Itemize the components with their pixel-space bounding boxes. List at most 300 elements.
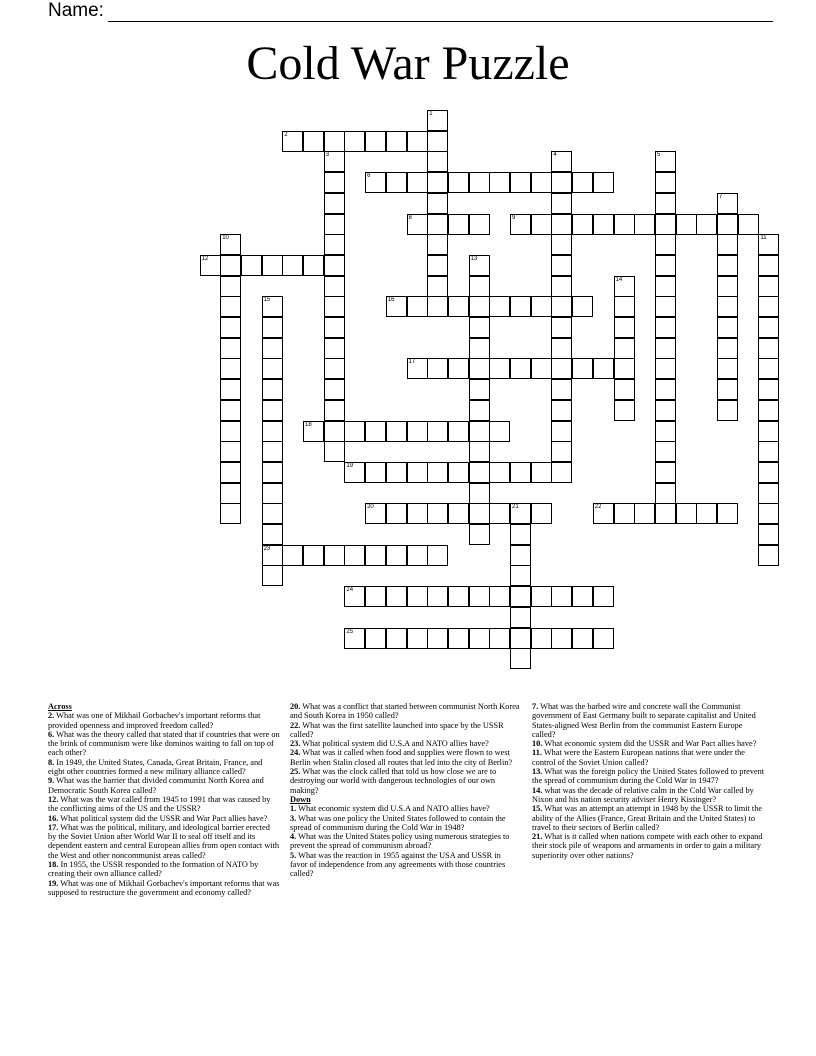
- grid-cell[interactable]: [386, 503, 407, 524]
- grid-cell[interactable]: [758, 296, 779, 317]
- grid-cell[interactable]: [407, 358, 428, 379]
- grid-cell[interactable]: [427, 234, 448, 255]
- grid-cell[interactable]: [344, 462, 365, 483]
- grid-cell[interactable]: [655, 234, 676, 255]
- grid-cell[interactable]: [282, 545, 303, 566]
- clue-number: 25.: [290, 767, 301, 777]
- grid-cell[interactable]: [655, 338, 676, 359]
- grid-cell[interactable]: [655, 276, 676, 297]
- grid-cell[interactable]: [469, 462, 490, 483]
- grid-cell[interactable]: [407, 462, 428, 483]
- grid-cell[interactable]: [303, 255, 324, 276]
- grid-cell[interactable]: [655, 421, 676, 442]
- clue-text: What political system did the USSR and War Pact allies have?: [58, 813, 268, 823]
- grid-cell[interactable]: [262, 400, 283, 421]
- grid-cell[interactable]: [572, 172, 593, 193]
- grid-cell[interactable]: [324, 338, 345, 359]
- grid-cell[interactable]: [386, 586, 407, 607]
- grid-cell[interactable]: [220, 441, 241, 462]
- grid-cell[interactable]: [717, 214, 738, 235]
- grid-cell[interactable]: [551, 462, 572, 483]
- grid-cell[interactable]: [324, 317, 345, 338]
- grid-cell[interactable]: [344, 545, 365, 566]
- grid-cell[interactable]: [469, 379, 490, 400]
- grid-cell[interactable]: [510, 296, 531, 317]
- grid-cell[interactable]: [220, 276, 241, 297]
- grid-cell[interactable]: [572, 586, 593, 607]
- grid-cell[interactable]: [614, 296, 635, 317]
- grid-cell[interactable]: [324, 151, 345, 172]
- grid-cell[interactable]: [510, 586, 531, 607]
- grid-cell[interactable]: [324, 214, 345, 235]
- grid-cell[interactable]: [262, 545, 283, 566]
- grid-cell[interactable]: [593, 628, 614, 649]
- grid-cell[interactable]: [303, 421, 324, 442]
- grid-cell[interactable]: [407, 214, 428, 235]
- grid-cell[interactable]: [324, 421, 345, 442]
- grid-cell[interactable]: [448, 462, 469, 483]
- grid-cell[interactable]: [758, 338, 779, 359]
- grid-cell[interactable]: [489, 172, 510, 193]
- grid-cell[interactable]: [262, 379, 283, 400]
- grid-cell[interactable]: [551, 317, 572, 338]
- grid-cell[interactable]: [551, 358, 572, 379]
- grid-cell[interactable]: [262, 503, 283, 524]
- grid-cell[interactable]: [220, 234, 241, 255]
- grid-cell[interactable]: [262, 524, 283, 545]
- grid-cell[interactable]: [324, 441, 345, 462]
- grid-cell[interactable]: [758, 358, 779, 379]
- grid-cell[interactable]: [469, 338, 490, 359]
- grid-cell[interactable]: [510, 462, 531, 483]
- clue-text: What was the barbed wire and concrete wall the Communist government of East Germany built to separate capitalist and United States-aligned West Berlin from the communist Eastern Europe called?: [532, 702, 756, 739]
- grid-cell[interactable]: [717, 276, 738, 297]
- grid-cell[interactable]: [614, 214, 635, 235]
- grid-cell[interactable]: [489, 503, 510, 524]
- grid-cell[interactable]: [220, 503, 241, 524]
- grid-cell[interactable]: [676, 503, 697, 524]
- grid-cell[interactable]: [531, 214, 552, 235]
- grid-cell[interactable]: [469, 586, 490, 607]
- grid-cell[interactable]: [531, 358, 552, 379]
- grid-cell[interactable]: [303, 131, 324, 152]
- grid-cell[interactable]: [407, 172, 428, 193]
- clue-number: 20: [367, 504, 374, 511]
- grid-cell[interactable]: [572, 358, 593, 379]
- grid-cell[interactable]: [510, 524, 531, 545]
- grid-cell[interactable]: [717, 400, 738, 421]
- clue-number: 6.: [48, 729, 55, 739]
- grid-cell[interactable]: [427, 214, 448, 235]
- grid-cell[interactable]: [655, 462, 676, 483]
- grid-cell[interactable]: [365, 503, 386, 524]
- grid-cell[interactable]: [489, 296, 510, 317]
- grid-cell[interactable]: [758, 379, 779, 400]
- grid-cell[interactable]: [655, 214, 676, 235]
- grid-cell[interactable]: [655, 358, 676, 379]
- grid-cell[interactable]: [469, 317, 490, 338]
- grid-cell[interactable]: [655, 379, 676, 400]
- grid-cell[interactable]: [676, 214, 697, 235]
- grid-cell[interactable]: [551, 296, 572, 317]
- grid-cell[interactable]: [551, 400, 572, 421]
- grid-cell[interactable]: [220, 296, 241, 317]
- clue-text: What was a conflict that started between communist North Korea and South Korea in 1950 called?: [290, 702, 520, 721]
- grid-cell[interactable]: [655, 172, 676, 193]
- grid-cell[interactable]: [262, 421, 283, 442]
- grid-cell[interactable]: [427, 193, 448, 214]
- grid-cell[interactable]: [489, 462, 510, 483]
- grid-cell[interactable]: [344, 131, 365, 152]
- grid-cell[interactable]: [365, 131, 386, 152]
- grid-cell[interactable]: [427, 503, 448, 524]
- grid-cell[interactable]: [365, 172, 386, 193]
- grid-cell[interactable]: [655, 483, 676, 504]
- clue-number: 14: [615, 276, 623, 283]
- grid-cell[interactable]: [303, 545, 324, 566]
- grid-cell[interactable]: [448, 628, 469, 649]
- grid-cell[interactable]: [758, 255, 779, 276]
- down-clue: [532, 739, 768, 748]
- grid-cell[interactable]: [386, 545, 407, 566]
- grid-cell[interactable]: [469, 276, 490, 297]
- grid-cell[interactable]: [655, 193, 676, 214]
- across-clue: [48, 823, 280, 860]
- grid-cell[interactable]: [510, 214, 531, 235]
- clue-number: 13: [470, 255, 478, 262]
- grid-cell[interactable]: [262, 462, 283, 483]
- clue-text: What was the barrier that divided communist North Korea and Democratic South Korea called?: [48, 776, 264, 795]
- grid-cell[interactable]: [614, 338, 635, 359]
- grid-cell[interactable]: [324, 255, 345, 276]
- grid-cell[interactable]: [324, 193, 345, 214]
- grid-cell[interactable]: [448, 586, 469, 607]
- grid-cell[interactable]: [324, 276, 345, 297]
- grid-cell[interactable]: [593, 586, 614, 607]
- grid-cell[interactable]: [717, 379, 738, 400]
- grid-cell[interactable]: [717, 193, 738, 214]
- grid-cell[interactable]: [717, 358, 738, 379]
- grid-cell[interactable]: [551, 441, 572, 462]
- grid-cell[interactable]: [489, 358, 510, 379]
- grid-cell[interactable]: [262, 565, 283, 586]
- grid-cell[interactable]: [655, 296, 676, 317]
- grid-cell[interactable]: [427, 110, 448, 131]
- grid-cell[interactable]: [386, 131, 407, 152]
- grid-cell[interactable]: [427, 172, 448, 193]
- grid-cell[interactable]: [655, 151, 676, 172]
- grid-cell[interactable]: [262, 296, 283, 317]
- grid-cell[interactable]: [469, 421, 490, 442]
- grid-cell[interactable]: [758, 545, 779, 566]
- grid-cell[interactable]: [531, 462, 552, 483]
- across-clue: [290, 748, 520, 767]
- clue-number: 19.: [48, 878, 59, 888]
- grid-cell[interactable]: [262, 338, 283, 359]
- grid-cell[interactable]: [262, 358, 283, 379]
- clue-number: 17.: [48, 822, 59, 832]
- grid-cell[interactable]: [407, 628, 428, 649]
- grid-cell[interactable]: [531, 172, 552, 193]
- grid-cell[interactable]: [614, 276, 635, 297]
- across-clue: [290, 767, 520, 795]
- grid-cell[interactable]: [427, 276, 448, 297]
- grid-cell[interactable]: [551, 193, 572, 214]
- grid-cell[interactable]: [758, 462, 779, 483]
- grid-cell[interactable]: [469, 628, 490, 649]
- grid-cell[interactable]: [510, 503, 531, 524]
- grid-cell[interactable]: [655, 317, 676, 338]
- grid-cell[interactable]: [696, 503, 717, 524]
- grid-cell[interactable]: [551, 421, 572, 442]
- grid-cell[interactable]: [758, 524, 779, 545]
- grid-cell[interactable]: [407, 503, 428, 524]
- grid-cell[interactable]: [531, 296, 552, 317]
- grid-cell[interactable]: [469, 172, 490, 193]
- across-clue: [48, 711, 280, 730]
- grid-cell[interactable]: [220, 379, 241, 400]
- grid-cell[interactable]: [469, 483, 490, 504]
- grid-cell[interactable]: [448, 296, 469, 317]
- clue-number: 8.: [48, 757, 55, 767]
- grid-cell[interactable]: [531, 628, 552, 649]
- grid-cell[interactable]: [469, 358, 490, 379]
- grid-cell[interactable]: [696, 214, 717, 235]
- grid-cell[interactable]: [551, 379, 572, 400]
- grid-cell[interactable]: [551, 151, 572, 172]
- grid-cell[interactable]: [220, 421, 241, 442]
- grid-cell[interactable]: [717, 338, 738, 359]
- grid-cell[interactable]: [469, 255, 490, 276]
- across-clue: [290, 702, 520, 721]
- grid-cell[interactable]: [531, 586, 552, 607]
- grid-cell[interactable]: [324, 358, 345, 379]
- grid-cell[interactable]: [489, 586, 510, 607]
- grid-cell[interactable]: [758, 483, 779, 504]
- grid-cell[interactable]: [634, 503, 655, 524]
- clue-number: 21: [512, 504, 519, 511]
- grid-cell[interactable]: [220, 338, 241, 359]
- grid-cell[interactable]: [324, 545, 345, 566]
- grid-cell[interactable]: [448, 358, 469, 379]
- grid-cell[interactable]: [758, 503, 779, 524]
- grid-cell[interactable]: [427, 421, 448, 442]
- clue-text: What is it called when nations compete with each other to expand their stock pile of weapons and armaments in order to gain a military superiority over other nations?: [532, 832, 763, 860]
- across-clue: [48, 860, 280, 879]
- grid-cell[interactable]: [551, 255, 572, 276]
- grid-cell[interactable]: [365, 545, 386, 566]
- grid-cell[interactable]: [220, 462, 241, 483]
- grid-cell[interactable]: [427, 151, 448, 172]
- grid-cell[interactable]: [365, 586, 386, 607]
- grid-cell[interactable]: [262, 483, 283, 504]
- grid-cell[interactable]: [758, 421, 779, 442]
- grid-cell[interactable]: [386, 296, 407, 317]
- grid-cell[interactable]: [407, 586, 428, 607]
- grid-cell[interactable]: [551, 234, 572, 255]
- grid-cell[interactable]: [220, 400, 241, 421]
- grid-cell[interactable]: [655, 441, 676, 462]
- grid-cell[interactable]: [407, 296, 428, 317]
- grid-cell[interactable]: [427, 358, 448, 379]
- grid-cell[interactable]: [241, 255, 262, 276]
- grid-cell[interactable]: [344, 628, 365, 649]
- grid-cell[interactable]: [427, 545, 448, 566]
- grid-cell[interactable]: [262, 441, 283, 462]
- grid-cell[interactable]: [262, 317, 283, 338]
- clue-number: 18.: [48, 860, 59, 870]
- grid-cell[interactable]: [407, 421, 428, 442]
- across-clue: [48, 758, 280, 777]
- grid-cell[interactable]: [427, 586, 448, 607]
- clue-text: What was one of Mikhail Gorbachev's important reforms that was supposed to restructure the government and economy called?: [48, 878, 280, 897]
- grid-cell[interactable]: [365, 628, 386, 649]
- page-title: Cold War Puzzle: [246, 37, 570, 90]
- grid-cell[interactable]: [572, 296, 593, 317]
- grid-cell[interactable]: [448, 503, 469, 524]
- grid-cell[interactable]: [593, 214, 614, 235]
- grid-cell[interactable]: [427, 296, 448, 317]
- grid-cell[interactable]: [324, 131, 345, 152]
- grid-cell[interactable]: [469, 400, 490, 421]
- grid-cell[interactable]: [489, 628, 510, 649]
- down-clue: [290, 814, 520, 833]
- grid-cell[interactable]: [324, 234, 345, 255]
- grid-cell[interactable]: [655, 400, 676, 421]
- grid-cell[interactable]: [758, 441, 779, 462]
- grid-cell[interactable]: [717, 296, 738, 317]
- grid-cell[interactable]: [262, 255, 283, 276]
- across-clue: [48, 730, 280, 758]
- grid-cell[interactable]: [469, 441, 490, 462]
- across-heading: Across: [48, 702, 72, 711]
- grid-cell[interactable]: [510, 648, 531, 669]
- grid-cell[interactable]: [510, 607, 531, 628]
- grid-cell[interactable]: [365, 421, 386, 442]
- grid-cell[interactable]: [593, 172, 614, 193]
- clue-text: What was the foreign policy the United States followed to prevent the spread of communism during the Cold War in 1947?: [532, 767, 765, 786]
- grid-cell[interactable]: [717, 234, 738, 255]
- clue-number: 15.: [532, 804, 543, 814]
- clue-number: 13.: [532, 767, 543, 777]
- grid-cell[interactable]: [551, 214, 572, 235]
- grid-cell[interactable]: [572, 628, 593, 649]
- clue-number: 22.: [290, 720, 301, 730]
- grid-cell[interactable]: [427, 462, 448, 483]
- grid-cell[interactable]: [510, 628, 531, 649]
- grid-cell[interactable]: [407, 545, 428, 566]
- clue-number: 12.: [48, 794, 59, 804]
- grid-cell[interactable]: [407, 131, 428, 152]
- clue-number: 22: [594, 504, 602, 511]
- grid-cell[interactable]: [551, 586, 572, 607]
- grid-cell[interactable]: [469, 214, 490, 235]
- grid-cell[interactable]: [593, 503, 614, 524]
- grid-cell[interactable]: [717, 503, 738, 524]
- grid-cell[interactable]: [448, 214, 469, 235]
- grid-cell[interactable]: [200, 255, 221, 276]
- grid-cell[interactable]: [738, 214, 759, 235]
- grid-cell[interactable]: [634, 214, 655, 235]
- grid-cell[interactable]: [717, 255, 738, 276]
- grid-cell[interactable]: [510, 358, 531, 379]
- grid-cell[interactable]: [614, 400, 635, 421]
- grid-cell[interactable]: [469, 503, 490, 524]
- grid-cell[interactable]: [427, 131, 448, 152]
- grid-cell[interactable]: [489, 421, 510, 442]
- grid-cell[interactable]: [655, 503, 676, 524]
- grid-cell[interactable]: [717, 317, 738, 338]
- grid-cell[interactable]: [220, 317, 241, 338]
- grid-cell[interactable]: [614, 358, 635, 379]
- grid-cell[interactable]: [551, 338, 572, 359]
- clue-number: 5.: [290, 850, 297, 860]
- grid-cell[interactable]: [593, 358, 614, 379]
- grid-cell[interactable]: [758, 317, 779, 338]
- clue-number: 4: [553, 152, 557, 159]
- grid-cell[interactable]: [758, 234, 779, 255]
- down-clue: [532, 786, 768, 805]
- clue-number: 3.: [290, 813, 297, 823]
- grid-cell[interactable]: [220, 358, 241, 379]
- grid-cell[interactable]: [386, 172, 407, 193]
- grid-cell[interactable]: [758, 400, 779, 421]
- grid-cell[interactable]: [427, 628, 448, 649]
- grid-cell[interactable]: [510, 545, 531, 566]
- grid-cell[interactable]: [344, 586, 365, 607]
- grid-cell[interactable]: [448, 172, 469, 193]
- grid-cell[interactable]: [324, 172, 345, 193]
- clue-text: What was the war called from 1945 to 1991 that was caused by the conflicting aims of the US and the USSR?: [48, 794, 271, 814]
- across-clue: [48, 814, 280, 823]
- grid-cell[interactable]: [551, 172, 572, 193]
- clue-number: 16.: [48, 813, 59, 823]
- clue-number: 23.: [290, 739, 301, 749]
- grid-cell[interactable]: [427, 255, 448, 276]
- grid-cell[interactable]: [324, 400, 345, 421]
- grid-cell[interactable]: [614, 379, 635, 400]
- grid-cell[interactable]: [469, 296, 490, 317]
- grid-cell[interactable]: [510, 172, 531, 193]
- grid-cell[interactable]: [282, 255, 303, 276]
- clues-column-1: [48, 702, 280, 897]
- grid-cell[interactable]: [324, 296, 345, 317]
- grid-cell[interactable]: [220, 255, 241, 276]
- clue-number: 18: [305, 421, 312, 428]
- grid-cell[interactable]: [469, 524, 490, 545]
- grid-cell[interactable]: [386, 462, 407, 483]
- grid-cell[interactable]: [758, 276, 779, 297]
- grid-cell[interactable]: [572, 214, 593, 235]
- grid-cell[interactable]: [614, 317, 635, 338]
- grid-cell[interactable]: [386, 421, 407, 442]
- grid-cell[interactable]: [365, 462, 386, 483]
- across-clue: [48, 795, 280, 814]
- grid-cell[interactable]: [510, 565, 531, 586]
- clue-number: 24: [346, 587, 354, 594]
- grid-cell[interactable]: [344, 421, 365, 442]
- grid-cell[interactable]: [386, 628, 407, 649]
- grid-cell[interactable]: [551, 628, 572, 649]
- grid-cell[interactable]: [655, 255, 676, 276]
- grid-cell[interactable]: [448, 421, 469, 442]
- grid-cell[interactable]: [531, 503, 552, 524]
- grid-cell[interactable]: [614, 503, 635, 524]
- grid-cell[interactable]: [551, 276, 572, 297]
- grid-cell[interactable]: [324, 379, 345, 400]
- grid-cell[interactable]: [220, 483, 241, 504]
- grid-cell[interactable]: [282, 131, 303, 152]
